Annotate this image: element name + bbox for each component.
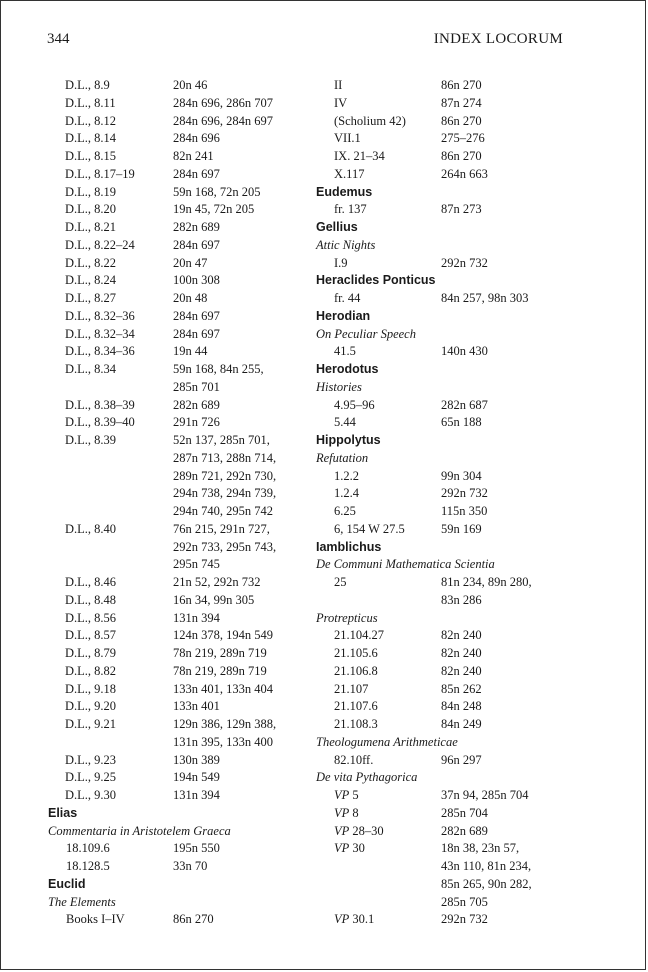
- index-entry-row: [48, 237, 318, 255]
- index-locus: Elias: [48, 805, 78, 820]
- index-entry-row: [316, 201, 616, 219]
- index-author-heading: [48, 805, 318, 823]
- index-page-reference: 82n 240: [441, 663, 482, 678]
- index-entry-row: [316, 645, 616, 663]
- index-locus: Herodian: [316, 308, 371, 323]
- index-page-reference: 86n 270: [441, 113, 482, 128]
- index-page-reference: 285n 704: [441, 805, 488, 820]
- index-entry-row: [316, 485, 616, 503]
- index-locus: 41.5: [334, 344, 356, 359]
- index-locus: Books I–IV: [66, 912, 125, 927]
- index-page-reference: 87n 274: [441, 95, 482, 110]
- index-locus: 4.95–96: [334, 397, 375, 412]
- index-locus: 21.107: [334, 681, 369, 696]
- index-entry-row: [316, 681, 616, 699]
- index-page-reference: 84n 248: [441, 699, 482, 714]
- index-locus: (Scholium 42): [334, 113, 406, 128]
- index-page-reference: 195n 550: [173, 841, 220, 856]
- index-entry-row: [48, 184, 318, 202]
- index-page-reference: 282n 689: [441, 823, 488, 838]
- index-entry-row: [48, 840, 318, 858]
- index-locus: D.L., 8.40: [65, 521, 117, 536]
- index-locus: 18.109.6: [66, 841, 110, 856]
- index-page-reference: 284n 697: [173, 308, 220, 323]
- index-locus: D.L., 8.32–36: [65, 308, 135, 323]
- index-entry-row: [48, 414, 318, 432]
- index-entry-row: [316, 663, 616, 681]
- index-entry-row: [48, 326, 318, 344]
- index-page-reference: 96n 297: [441, 752, 482, 767]
- index-entry-row: [48, 858, 318, 876]
- index-entry-row: [48, 113, 318, 131]
- index-page-reference: 285n 705: [441, 894, 488, 909]
- index-locus: Commentaria in Aristotelem Graeca: [48, 823, 231, 838]
- index-entry-row: [48, 698, 318, 716]
- index-entry-row: [316, 858, 616, 876]
- index-locus: 82.10ff.: [334, 752, 374, 767]
- index-page-reference: 294n 740, 295n 742: [173, 504, 273, 518]
- index-locus: Euclid: [48, 876, 86, 891]
- index-locus: fr. 44: [334, 291, 361, 305]
- index-entry-row: [316, 592, 616, 610]
- index-page-reference: 43n 110, 81n 234,: [441, 859, 532, 873]
- index-locus: D.L., 8.15: [65, 149, 117, 163]
- index-locus: Eudemus: [316, 184, 373, 199]
- index-entry-row: [316, 521, 616, 539]
- index-page-reference: 284n 696, 286n 707: [173, 95, 273, 110]
- index-page-reference: 264n 663: [441, 166, 488, 181]
- index-page-reference: 292n 732: [441, 255, 488, 270]
- index-entry-row: [48, 308, 318, 326]
- index-page-reference: 131n 394: [173, 788, 220, 802]
- index-locus: 21.108.3: [334, 717, 378, 731]
- index-page-reference: 292n 733, 295n 743,: [173, 539, 277, 554]
- index-page-reference: 86n 270: [441, 149, 482, 163]
- index-work-title: [48, 894, 318, 912]
- index-locus: D.L., 8.11: [65, 95, 116, 110]
- index-locus: D.L., 8.17–19: [65, 166, 135, 181]
- page-number: 344: [47, 31, 70, 47]
- index-locus: 21.106.8: [334, 663, 378, 678]
- index-entry-row: [48, 468, 318, 486]
- index-entry-row: [48, 769, 318, 787]
- index-entry-row: [48, 752, 318, 770]
- index-locus: VP 30: [334, 841, 365, 856]
- index-entry-row: [316, 823, 616, 841]
- index-locus: D.L., 9.23: [65, 752, 117, 767]
- index-page-reference: 124n 378, 194n 549: [173, 628, 273, 643]
- index-entry-row: [48, 397, 318, 415]
- index-entry-row: [48, 539, 318, 557]
- index-page-reference: 292n 732: [441, 912, 488, 927]
- index-page-reference: 133n 401: [173, 699, 220, 714]
- index-page-reference: 100n 308: [173, 273, 220, 288]
- index-page-reference: 82n 240: [441, 646, 482, 660]
- index-locus: Refutation: [316, 450, 369, 465]
- index-entry-row: [316, 840, 616, 858]
- index-locus: Protrepticus: [316, 610, 378, 625]
- index-page-reference: 99n 304: [441, 468, 482, 483]
- index-locus: D.L., 8.46: [65, 575, 117, 589]
- index-entry-row: [48, 148, 318, 166]
- index-entry-row: [48, 556, 318, 574]
- index-page-reference: 115n 350: [441, 504, 488, 518]
- index-locus: De Communi Mathematica Scientia: [316, 557, 495, 572]
- index-locus: IX. 21–34: [334, 149, 385, 163]
- index-page-reference: 285n 701: [173, 379, 220, 394]
- index-page-reference: 21n 52, 292n 732: [173, 575, 261, 589]
- index-entry-row: [48, 592, 318, 610]
- index-page-reference: 282n 687: [441, 397, 488, 412]
- index-entry-row: [48, 95, 318, 113]
- index-locus: D.L., 8.12: [65, 113, 117, 128]
- index-page-reference: 284n 696, 284n 697: [173, 113, 273, 128]
- index-work-title: [316, 326, 616, 344]
- index-page-reference: 129n 386, 129n 388,: [173, 717, 277, 731]
- index-page-reference: 16n 34, 99n 305: [173, 592, 255, 607]
- index-entry-row: [316, 166, 616, 184]
- index-entry-row: [48, 503, 318, 521]
- index-locus: X.117: [334, 166, 365, 181]
- index-entry-row: [48, 379, 318, 397]
- index-locus: D.L., 8.19: [65, 184, 117, 199]
- index-locus: D.L., 8.57: [65, 628, 117, 643]
- index-locus: D.L., 8.56: [65, 610, 117, 625]
- index-locus: Attic Nights: [316, 237, 376, 252]
- index-locus: D.L., 8.24: [65, 273, 117, 288]
- index-entry-row: [48, 450, 318, 468]
- index-locus: D.L., 8.9: [65, 78, 110, 92]
- index-page-reference: 78n 219, 289n 719: [173, 646, 267, 660]
- index-entry-row: [48, 610, 318, 628]
- index-entry-row: [316, 752, 616, 770]
- index-locus: D.L., 9.25: [65, 770, 117, 785]
- index-locus: 1.2.2: [334, 468, 359, 483]
- index-page-reference: 76n 215, 291n 727,: [173, 521, 270, 536]
- index-locus: D.L., 8.82: [65, 663, 117, 678]
- index-page-reference: 284n 696: [173, 131, 220, 146]
- index-entry-row: [48, 343, 318, 361]
- index-page-reference: 295n 745: [173, 557, 220, 572]
- index-entry-row: [316, 77, 616, 95]
- index-entry-row: [48, 645, 318, 663]
- index-locus: Hippolytus: [316, 433, 381, 447]
- index-page-reference: 52n 137, 285n 701,: [173, 433, 270, 447]
- index-locus: D.L., 8.22: [65, 255, 117, 270]
- index-entry-row: [48, 911, 318, 929]
- index-page-reference: 87n 273: [441, 202, 482, 217]
- index-locus: Iamblichus: [316, 539, 382, 554]
- index-locus: Theologumena Arithmeticae: [316, 734, 458, 749]
- index-page-reference: 86n 270: [173, 912, 214, 927]
- index-entry-row: [316, 627, 616, 645]
- index-locus: VP 8: [334, 805, 359, 820]
- index-entry-row: [316, 397, 616, 415]
- index-entry-row: [316, 468, 616, 486]
- index-entry-row: [316, 95, 616, 113]
- index-locus: VP 5: [334, 788, 359, 802]
- index-column-right: [316, 77, 616, 929]
- index-locus: D.L., 8.38–39: [65, 397, 135, 412]
- index-column-left: [48, 77, 318, 929]
- index-page-reference: 65n 188: [441, 415, 482, 430]
- index-locus: 25: [334, 575, 347, 589]
- index-page-reference: 284n 697: [173, 166, 220, 181]
- index-locus: D.L., 8.34: [65, 362, 117, 376]
- index-entry-row: [48, 432, 318, 450]
- index-work-title: [316, 237, 616, 255]
- index-page-reference: 131n 394: [173, 610, 220, 625]
- index-locus: 21.105.6: [334, 646, 378, 660]
- index-page-reference: 133n 401, 133n 404: [173, 681, 273, 696]
- index-locus: 6, 154 W 27.5: [334, 521, 405, 536]
- index-locus: D.L., 8.34–36: [65, 344, 135, 359]
- index-work-title: [316, 450, 616, 468]
- index-entry-row: [316, 290, 616, 308]
- index-page-reference: 292n 732: [441, 486, 488, 501]
- index-locus: D.L., 8.20: [65, 202, 117, 217]
- index-work-title: [316, 734, 616, 752]
- index-author-heading: [48, 876, 318, 894]
- index-entry-row: [48, 521, 318, 539]
- index-entry-row: [316, 876, 616, 894]
- index-work-title: [316, 610, 616, 628]
- index-entry-row: [316, 343, 616, 361]
- index-locus: Heraclides Ponticus: [316, 273, 436, 288]
- index-entry-row: [48, 272, 318, 290]
- index-locus: IV: [334, 95, 348, 110]
- index-locus: Gellius: [316, 220, 358, 234]
- index-entry-row: [316, 113, 616, 131]
- index-entry-row: [48, 787, 318, 805]
- index-locus: Histories: [316, 379, 362, 394]
- index-entry-row: [316, 911, 616, 929]
- index-entry-row: [48, 290, 318, 308]
- index-page-reference: 33n 70: [173, 859, 208, 873]
- index-locus: VP 28–30: [334, 823, 384, 838]
- index-entry-row: [48, 663, 318, 681]
- index-entry-row: [48, 201, 318, 219]
- index-entry-row: [316, 787, 616, 805]
- index-locus: Herodotus: [316, 362, 379, 376]
- index-page-reference: 284n 697: [173, 326, 220, 341]
- index-page-reference: 140n 430: [441, 344, 488, 359]
- index-locus: D.L., 9.20: [65, 699, 117, 714]
- index-locus: D.L., 8.22–24: [65, 237, 135, 252]
- index-page-reference: 287n 713, 288n 714,: [173, 450, 277, 465]
- index-locus: D.L., 8.32–34: [65, 326, 135, 341]
- index-page-reference: 275–276: [441, 131, 485, 146]
- index-entry-row: [48, 130, 318, 148]
- index-page-reference: 59n 168, 84n 255,: [173, 362, 264, 376]
- index-page-reference: 85n 265, 90n 282,: [441, 876, 532, 891]
- index-locus: D.L., 9.21: [65, 717, 117, 731]
- index-locus: D.L., 8.14: [65, 131, 117, 146]
- index-page-reference: 20n 47: [173, 255, 208, 270]
- index-locus: D.L., 9.18: [65, 681, 117, 696]
- index-author-heading: [316, 361, 616, 379]
- index-work-title: [316, 769, 616, 787]
- index-page-reference: 59n 168, 72n 205: [173, 184, 261, 199]
- index-page-reference: 82n 241: [173, 149, 214, 163]
- index-page-reference: 282n 689: [173, 397, 220, 412]
- index-locus: D.L., 8.21: [65, 220, 117, 234]
- index-locus: II: [334, 78, 343, 92]
- index-page-reference: 18n 38, 23n 57,: [441, 841, 520, 856]
- index-locus: D.L., 8.27: [65, 291, 117, 305]
- index-page-reference: 130n 389: [173, 752, 220, 767]
- index-page-reference: 20n 48: [173, 291, 208, 305]
- index-page-reference: 19n 45, 72n 205: [173, 202, 255, 217]
- index-work-title: [48, 823, 318, 841]
- index-locus: De vita Pythagorica: [316, 770, 418, 785]
- index-entry-row: [48, 166, 318, 184]
- index-entry-row: [48, 627, 318, 645]
- index-locus: 18.128.5: [66, 859, 110, 873]
- index-page-reference: 86n 270: [441, 78, 482, 92]
- index-page-reference: 59n 169: [441, 521, 482, 536]
- index-locus: D.L., 8.39: [65, 433, 117, 447]
- index-locus: 6.25: [334, 504, 356, 518]
- index-entry-row: [48, 681, 318, 699]
- index-page-reference: 85n 262: [441, 681, 482, 696]
- index-work-title: [316, 379, 616, 397]
- index-page-reference: 81n 234, 89n 280,: [441, 575, 532, 589]
- index-entry-row: [48, 734, 318, 752]
- index-locus: VII.1: [334, 131, 361, 146]
- index-entry-row: [316, 255, 616, 273]
- index-entry-row: [316, 574, 616, 592]
- index-entry-row: [316, 805, 616, 823]
- index-entry-row: [316, 414, 616, 432]
- index-entry-row: [316, 130, 616, 148]
- index-entry-row: [316, 148, 616, 166]
- index-locus: D.L., 8.39–40: [65, 415, 135, 430]
- index-entry-row: [316, 503, 616, 521]
- index-locus: D.L., 8.48: [65, 592, 117, 607]
- index-page-reference: 131n 395, 133n 400: [173, 734, 273, 749]
- index-entry-row: [48, 255, 318, 273]
- index-entry-row: [48, 361, 318, 379]
- index-entry-row: [48, 77, 318, 95]
- index-entry-row: [48, 716, 318, 734]
- index-page-reference: 194n 549: [173, 770, 220, 785]
- index-author-heading: [316, 308, 616, 326]
- index-locus: 5.44: [334, 415, 356, 430]
- index-locus: The Elements: [48, 894, 116, 909]
- index-page-reference: 20n 46: [173, 78, 208, 92]
- index-page-reference: 37n 94, 285n 704: [441, 788, 529, 802]
- index-locus: 21.107.6: [334, 699, 378, 714]
- index-author-heading: [316, 219, 616, 237]
- index-page-reference: 284n 697: [173, 237, 220, 252]
- index-page-reference: 84n 249: [441, 717, 482, 731]
- index-author-heading: [316, 272, 616, 290]
- index-locus: I.9: [334, 255, 348, 270]
- index-page-reference: 291n 726: [173, 415, 220, 430]
- index-locus: D.L., 8.79: [65, 646, 117, 660]
- index-locus: On Peculiar Speech: [316, 326, 416, 341]
- index-page-reference: 84n 257, 98n 303: [441, 291, 529, 305]
- index-page-reference: 83n 286: [441, 592, 482, 607]
- index-entry-row: [316, 894, 616, 912]
- index-entry-row: [48, 574, 318, 592]
- index-author-heading: [316, 539, 616, 557]
- index-locus: fr. 137: [334, 202, 367, 217]
- index-page-reference: 294n 738, 294n 739,: [173, 486, 277, 501]
- index-entry-row: [316, 698, 616, 716]
- index-author-heading: [316, 184, 616, 202]
- index-page-reference: 289n 721, 292n 730,: [173, 468, 277, 483]
- index-entry-row: [48, 485, 318, 503]
- index-page-reference: 78n 219, 289n 719: [173, 663, 267, 678]
- index-entry-row: [48, 219, 318, 237]
- index-locus: 1.2.4: [334, 486, 359, 501]
- index-page-reference: 19n 44: [173, 344, 208, 359]
- running-head: INDEX LOCORUM: [433, 31, 563, 47]
- index-locus: D.L., 9.30: [65, 788, 117, 802]
- index-page-reference: 82n 240: [441, 628, 482, 643]
- index-work-title: [316, 556, 616, 574]
- index-entry-row: [316, 716, 616, 734]
- index-locus: 21.104.27: [334, 628, 384, 643]
- index-page-reference: 282n 689: [173, 220, 220, 234]
- index-author-heading: [316, 432, 616, 450]
- index-locus: VP 30.1: [334, 912, 375, 927]
